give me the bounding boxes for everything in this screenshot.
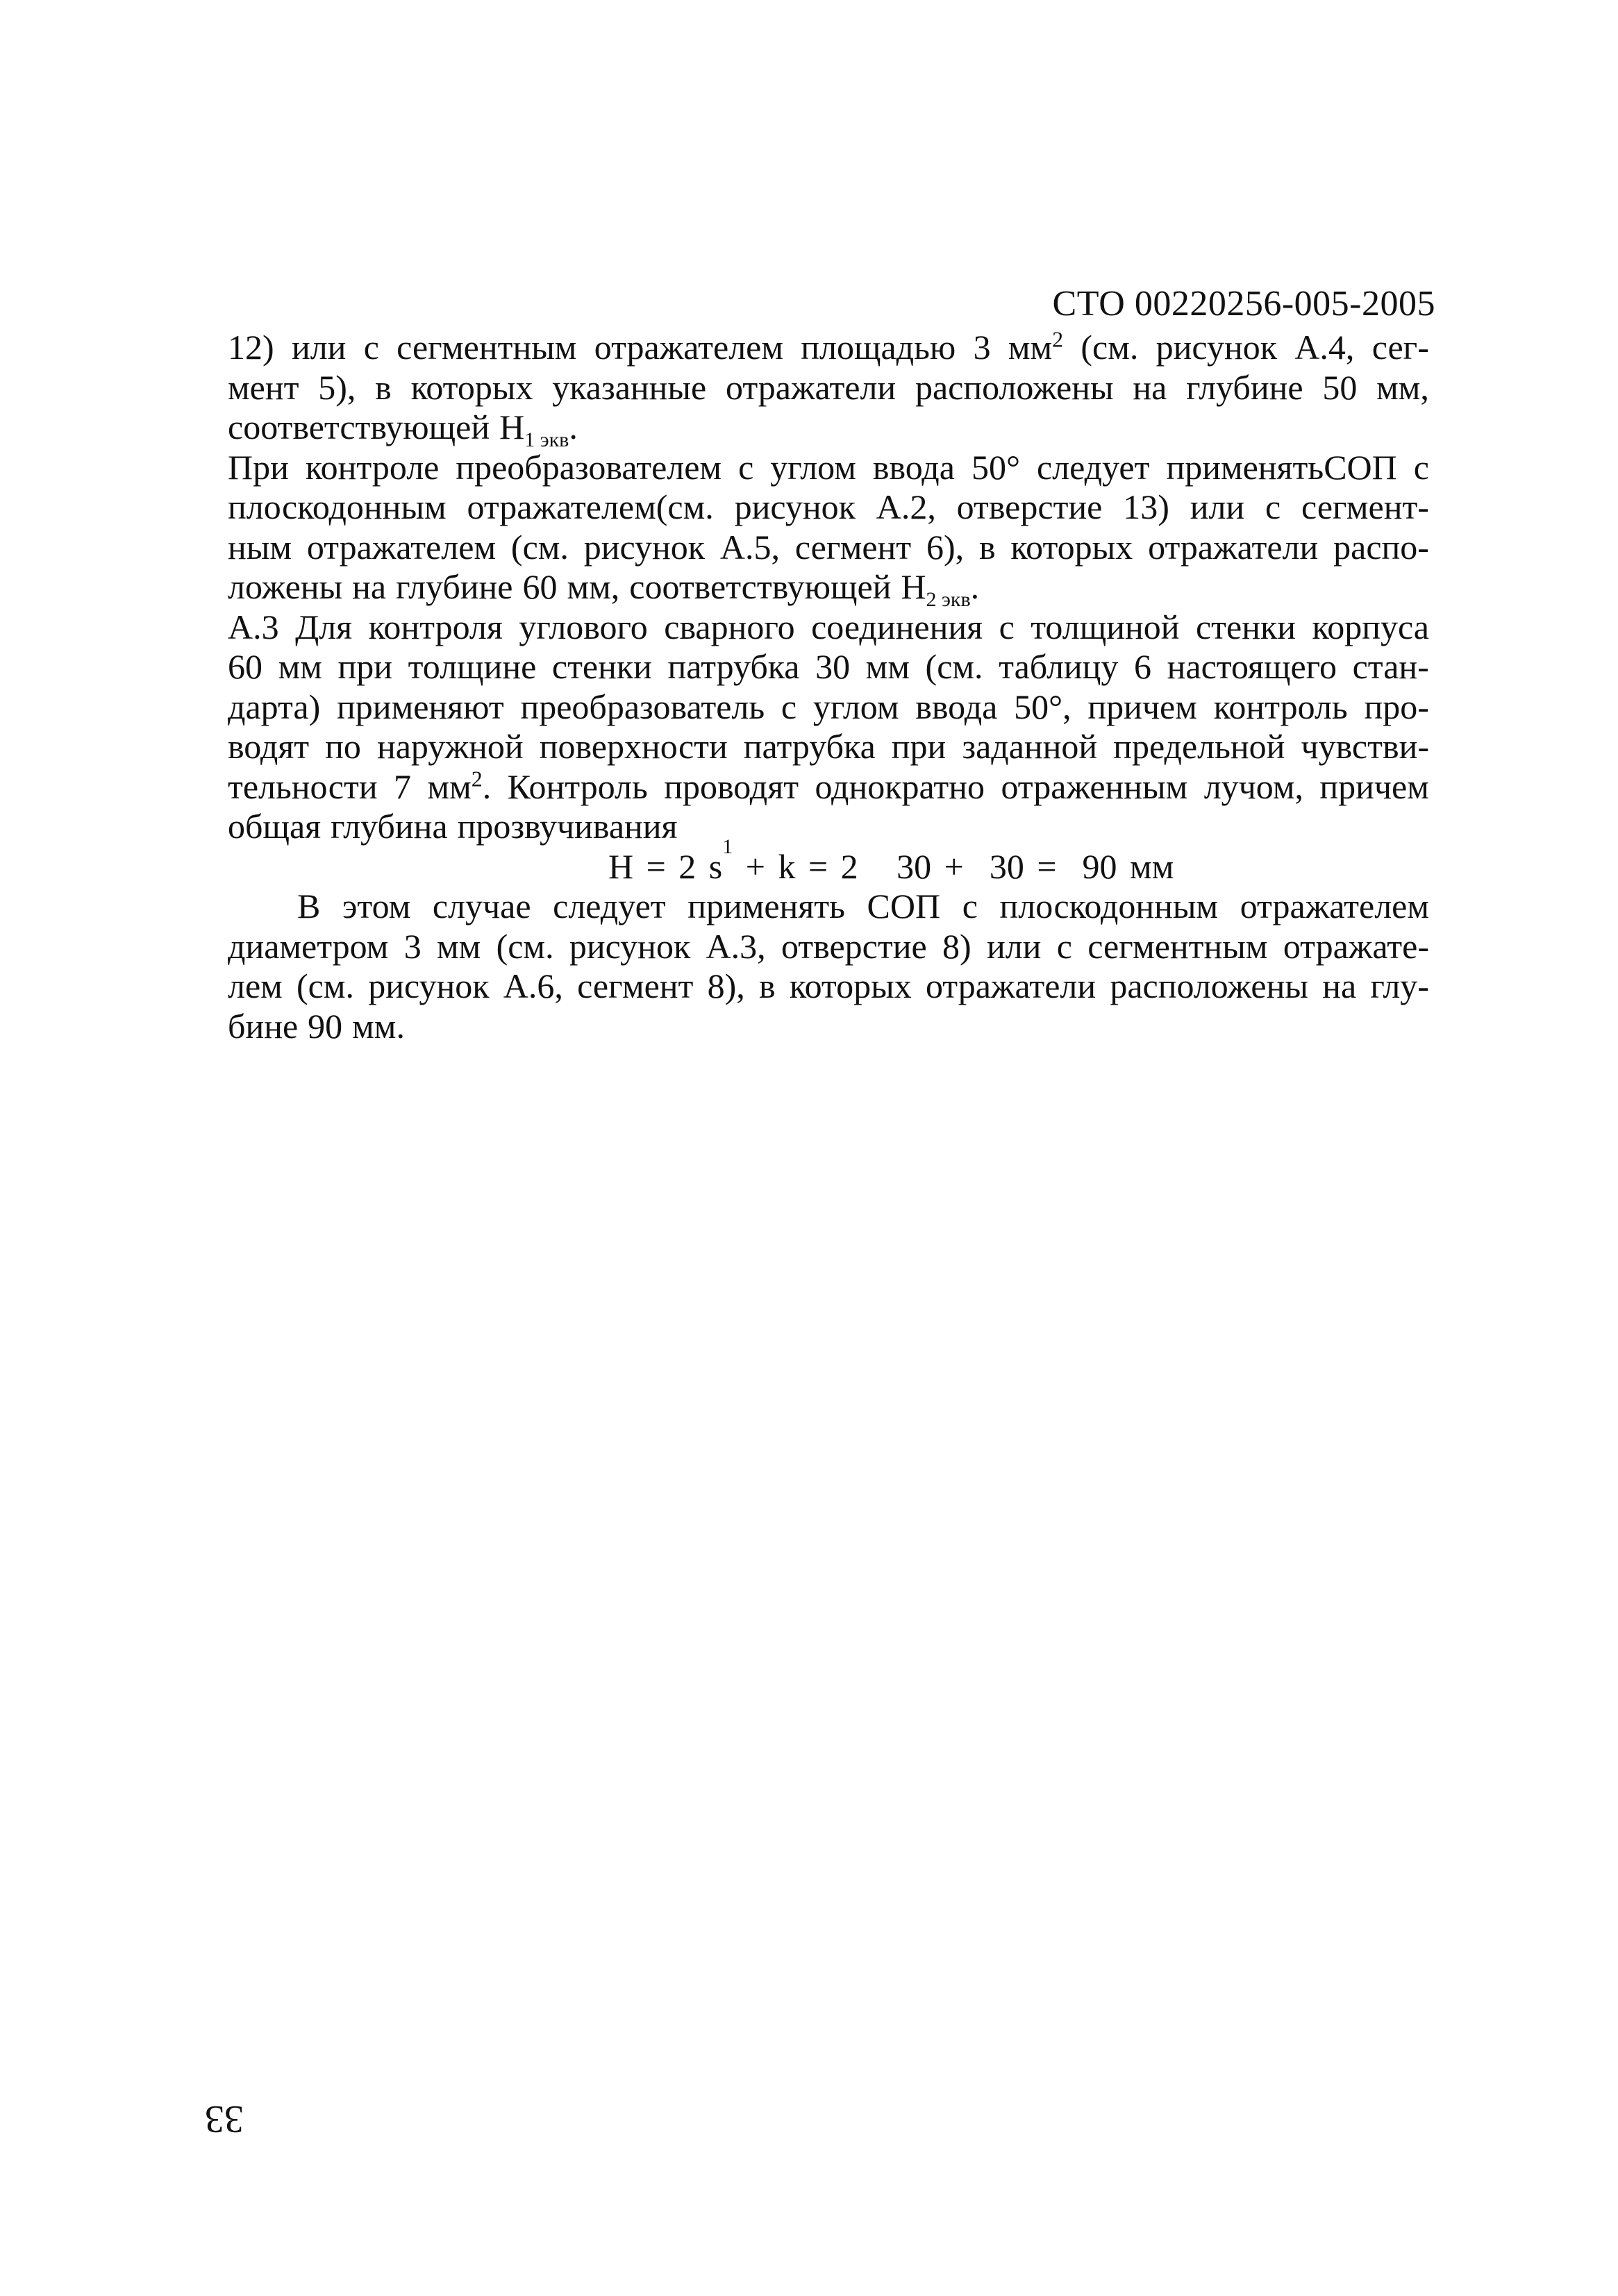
word: 50°, <box>1014 687 1071 726</box>
word: 5), <box>318 367 356 407</box>
text-line <box>228 368 1429 408</box>
word: (см. <box>1081 328 1139 367</box>
word: отверстие <box>781 926 927 966</box>
word: следует <box>1036 447 1150 487</box>
word: водят <box>228 727 310 766</box>
word: $Н_{2 экв}$. <box>901 567 980 611</box>
text-line <box>228 727 1429 767</box>
word: А.3, <box>706 926 766 966</box>
word: глубине <box>396 567 513 606</box>
text-line <box>228 927 1429 967</box>
word: однократно <box>815 766 985 806</box>
word: контроль <box>1213 687 1348 726</box>
document-code-header: СТО 00220256-005-2005 <box>1052 284 1435 324</box>
text-line <box>228 487 1429 528</box>
word: ным <box>228 527 292 567</box>
word: сегмент <box>577 966 694 1005</box>
text-line <box>228 767 1429 807</box>
word: 13) <box>1123 487 1169 526</box>
word: прозвучивания <box>457 807 678 846</box>
word: $мм^2$ <box>1008 326 1064 367</box>
word: контроля <box>368 607 503 646</box>
word: лем <box>228 966 283 1005</box>
word: или <box>1190 487 1245 526</box>
word: бине <box>228 1006 299 1046</box>
body-text <box>228 328 1429 1046</box>
word: А.2, <box>876 487 936 526</box>
word: 3 <box>403 926 422 966</box>
word: стан- <box>1352 647 1429 686</box>
word: причем <box>1319 766 1429 806</box>
word: глубине <box>1186 367 1303 407</box>
word: плоскодонным <box>999 887 1219 925</box>
word: (см. <box>510 527 569 567</box>
text-line <box>228 528 1429 568</box>
word: или <box>986 926 1042 966</box>
text-line <box>228 448 1429 488</box>
word: рисунок <box>583 527 706 567</box>
text-line <box>228 887 1429 927</box>
word: с <box>999 607 1015 646</box>
word: мм. <box>352 1006 405 1046</box>
word: глу- <box>1370 966 1429 1005</box>
word: 50 <box>1322 367 1358 407</box>
word: тельности <box>228 766 378 806</box>
word: преобразователь <box>520 687 765 726</box>
word: стенки <box>1195 607 1296 646</box>
text-line <box>228 1007 1429 1047</box>
word: А.3 <box>228 607 279 646</box>
word: заданной <box>962 727 1098 766</box>
word: соединения <box>811 607 983 646</box>
word: сегмент <box>794 527 912 567</box>
word: 3 <box>973 328 991 367</box>
word: ложены <box>228 567 343 606</box>
word: применятьСОП <box>1166 447 1397 487</box>
paragraph-2 <box>228 887 1429 1046</box>
text-line <box>228 966 1429 1007</box>
word: следует <box>553 887 666 925</box>
subscript: 1 экв <box>524 428 569 451</box>
word: общая <box>228 807 322 846</box>
word: толщиной <box>1031 607 1180 646</box>
text-line <box>228 567 1429 611</box>
word-tail: . <box>482 766 492 806</box>
word: сегмент- <box>1301 487 1429 526</box>
word: (см. <box>925 647 983 686</box>
word: 8), <box>707 966 745 1005</box>
word: 6 <box>1134 647 1152 686</box>
word: причем <box>1087 687 1197 726</box>
word: которых <box>789 966 912 1005</box>
word: мм, <box>1376 367 1429 407</box>
word: 60 <box>522 567 558 606</box>
word: дарта) <box>228 687 321 726</box>
word: $Н_{1 экв}$. <box>499 408 578 451</box>
formula-lhs: H = 2 s <box>608 846 723 886</box>
word: применять <box>687 887 845 925</box>
word: углового <box>519 607 648 646</box>
word: расположены <box>1110 966 1308 1005</box>
word: углом <box>812 687 899 726</box>
word: указанные <box>552 367 707 407</box>
word: мм <box>865 647 910 686</box>
word: настоящего <box>1167 647 1337 686</box>
word: 60 <box>228 647 262 686</box>
word: предельной <box>1113 727 1285 766</box>
word: с <box>1265 487 1281 526</box>
word: патрубка <box>667 647 800 686</box>
word: на <box>352 567 387 606</box>
text-line <box>228 807 1429 847</box>
word: мм <box>437 926 481 966</box>
word: с <box>781 687 797 726</box>
word: рисунок <box>1156 328 1278 367</box>
text-line <box>228 328 1429 368</box>
word: этом <box>342 887 411 925</box>
word: отражатели <box>1148 527 1319 567</box>
word: преобразователем <box>456 447 722 487</box>
word: таблицу <box>999 647 1119 686</box>
word: в <box>759 966 776 1005</box>
word: расположены <box>915 367 1114 407</box>
word: А.4, <box>1294 328 1355 367</box>
superscript: 2 <box>1052 326 1064 352</box>
word: При <box>228 447 289 487</box>
word: про- <box>1364 687 1429 726</box>
word: случае <box>432 887 531 925</box>
word: с <box>962 887 978 925</box>
word: 50° <box>971 447 1020 487</box>
word: $мм^2$. <box>427 765 492 806</box>
word-tail: . <box>569 408 578 446</box>
word: сег- <box>1371 328 1429 367</box>
word: (см. <box>297 966 354 1005</box>
word: с <box>1413 447 1429 487</box>
word: отражателем <box>306 527 497 567</box>
word: при <box>891 727 946 766</box>
word: в <box>375 367 392 407</box>
word: при <box>337 647 392 686</box>
word: наружной <box>376 727 524 766</box>
formula-rhs: + k = 2 30 + 30 = 90 мм <box>733 846 1174 886</box>
word: рисунок <box>368 966 490 1005</box>
word: отражателем <box>1240 887 1429 925</box>
word: 90 <box>308 1006 343 1046</box>
word: плоскодонным <box>228 487 447 526</box>
word: в <box>978 527 996 567</box>
word: глубина <box>331 807 448 846</box>
word: ввода <box>915 687 998 726</box>
text-line <box>228 647 1429 687</box>
text-line <box>228 607 1429 648</box>
word: на <box>1133 367 1167 407</box>
word: площадью <box>801 328 956 367</box>
word: поверхности <box>539 727 728 766</box>
page-number: 33 <box>205 2097 244 2140</box>
word: СОП <box>867 887 941 925</box>
word: Для <box>295 607 353 646</box>
word: А.6, <box>503 966 563 1005</box>
word: соответствующей <box>629 567 892 606</box>
word: 8) <box>942 926 971 966</box>
word: отраженным <box>1001 766 1188 806</box>
word: отражатели <box>726 367 896 407</box>
word: отражатели <box>925 966 1096 1005</box>
word: 30 <box>815 647 851 686</box>
word: рисунок <box>734 487 856 526</box>
formula-subscript: 1 <box>722 835 733 858</box>
word: с <box>738 447 754 487</box>
superscript: 2 <box>471 765 483 791</box>
word: чувстви- <box>1301 727 1429 766</box>
word: А.5, <box>719 527 781 567</box>
word: или <box>291 328 347 367</box>
word: которых <box>410 367 533 407</box>
word: мм <box>278 647 322 686</box>
word: по <box>325 727 361 766</box>
word: мм, <box>567 567 620 606</box>
word: ввода <box>872 447 955 487</box>
word: на <box>1322 966 1357 1005</box>
word: сегментным <box>1087 926 1268 966</box>
word: 6), <box>926 527 965 567</box>
word: 7 <box>394 766 412 806</box>
word: с <box>1056 926 1072 966</box>
text-line <box>228 687 1429 728</box>
word: отражателем(см. <box>467 487 714 526</box>
word: патрубка <box>743 727 876 766</box>
word: стенки <box>551 647 652 686</box>
word: проводят <box>664 766 799 806</box>
word: диаметром <box>228 926 389 966</box>
word: (см. <box>496 926 554 966</box>
word: 12) <box>228 328 274 367</box>
word: рисунок <box>569 926 691 966</box>
word-tail: . <box>970 567 980 606</box>
text-line <box>228 408 1429 451</box>
word: применяют <box>337 687 504 726</box>
subscript: 2 экв <box>926 588 971 611</box>
word: корпуса <box>1312 607 1429 646</box>
word: которых <box>1010 527 1133 567</box>
word: лучом, <box>1203 766 1303 806</box>
word: отверстие <box>956 487 1103 526</box>
word: отражате- <box>1283 926 1429 966</box>
word: соответствующей <box>228 408 490 446</box>
word: Контроль <box>507 766 648 806</box>
word: сегментным <box>397 328 577 367</box>
word: мент <box>228 367 299 407</box>
word: толщине <box>408 647 537 686</box>
word: углом <box>770 447 856 487</box>
word: с <box>363 328 379 367</box>
word: В <box>297 887 321 925</box>
formula <box>228 835 1429 887</box>
word: отражателем <box>594 328 783 367</box>
word: сварного <box>664 607 795 646</box>
paragraph-1 <box>228 328 1429 847</box>
word: контроле <box>305 447 440 487</box>
word: распо- <box>1333 527 1429 567</box>
